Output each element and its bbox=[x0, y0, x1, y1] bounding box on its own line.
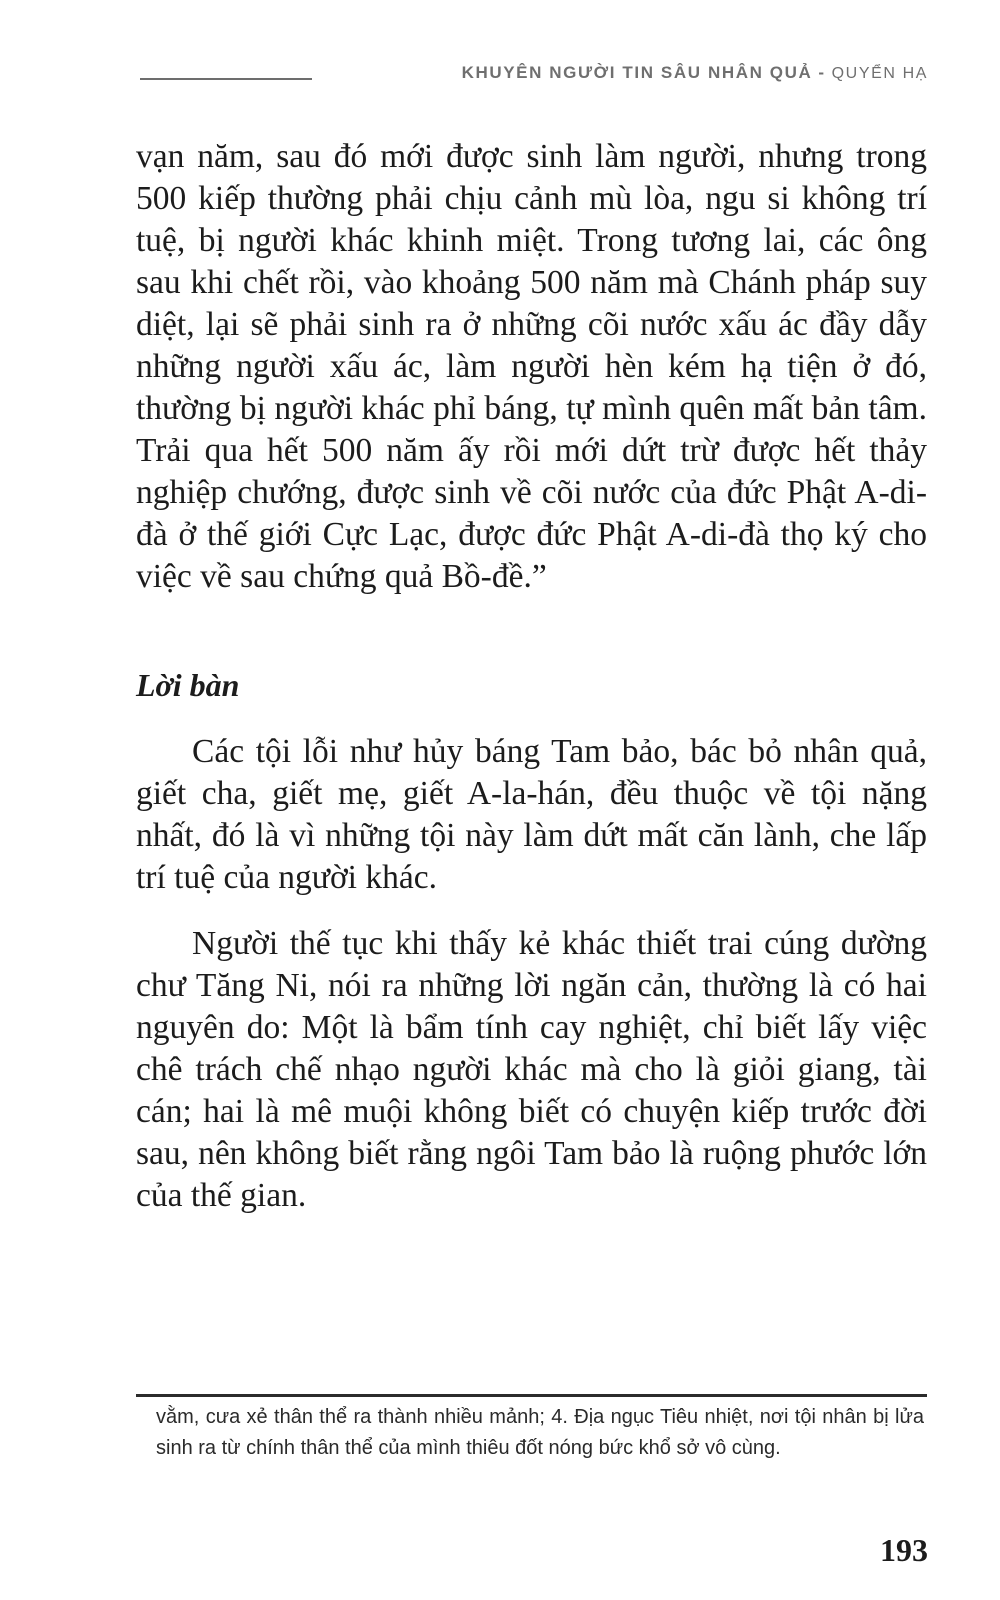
header-rule bbox=[140, 78, 312, 80]
body-paragraph-continued: vạn năm, sau đó mới được sinh làm người, nhưng trong 500 kiếp thường phải chịu cảnh mù lòa, ngu si không trí tuệ, bị người khác khinh miệt. Trong tương lai, các ông sau khi chết rồi, vào khoảng 500 năm mà Chánh pháp suy diệt, lại sẽ phải sinh ra ở những cõi nước xấu ác đầy dẫy những người xấu ác, làm người hèn kém hạ tiện ở đó, thường bị người khác phỉ báng, tự mình quên mất bản tâm. Trải qua hết 500 năm ấy rồi mới dứt trừ được hết thảy nghiệp chướng, được sinh về cõi nước của đức Phật A-di-đà ở thế giới Cực Lạc, được đức Phật A-di-đà thọ ký cho việc về sau chứng quả Bồ-đề.” bbox=[136, 138, 927, 595]
footnote-rule bbox=[136, 1394, 927, 1397]
page-number: 193 bbox=[880, 1532, 928, 1568]
running-head-volume: QUYỂN HẠ bbox=[831, 65, 928, 82]
section-heading: Lời bàn bbox=[136, 667, 240, 703]
running-head-separator: - bbox=[818, 63, 826, 82]
footnote-text: vằm, cưa xẻ thân thể ra thành nhiều mảnh; 4. Địa ngục Tiêu nhiệt, nơi tội nhân bị lửa sinh ra từ chính thân thể của mình thiêu đốt nóng bức khổ sở vô cùng. bbox=[156, 1406, 924, 1459]
body-paragraph-2: Các tội lỗi như hủy báng Tam bảo, bác bỏ nhân quả, giết cha, giết mẹ, giết A-la-hán, đều thuộc về tội nặng nhất, đó là vì những tội này làm dứt mất căn lành, che lấp trí tuệ của người khác. bbox=[136, 733, 927, 896]
running-head-book-title: KHUYÊN NGƯỜI TIN SÂU NHÂN QUẢ bbox=[461, 63, 813, 82]
running-head bbox=[462, 63, 928, 83]
body-paragraph-3: Người thế tục khi thấy kẻ khác thiết trai cúng dường chư Tăng Ni, nói ra những lời ngăn cản, thường là có hai nguyên do: Một là bẩm tính cay nghiệt, chỉ biết lấy việc chê trách chế nhạo người khác mà cho là giỏi giang, tài cán; hai là mê muội không biết có chuyện kiếp trước đời sau, nên không biết rằng ngôi Tam bảo là ruộng phước lớn của thế gian. bbox=[136, 925, 927, 1214]
